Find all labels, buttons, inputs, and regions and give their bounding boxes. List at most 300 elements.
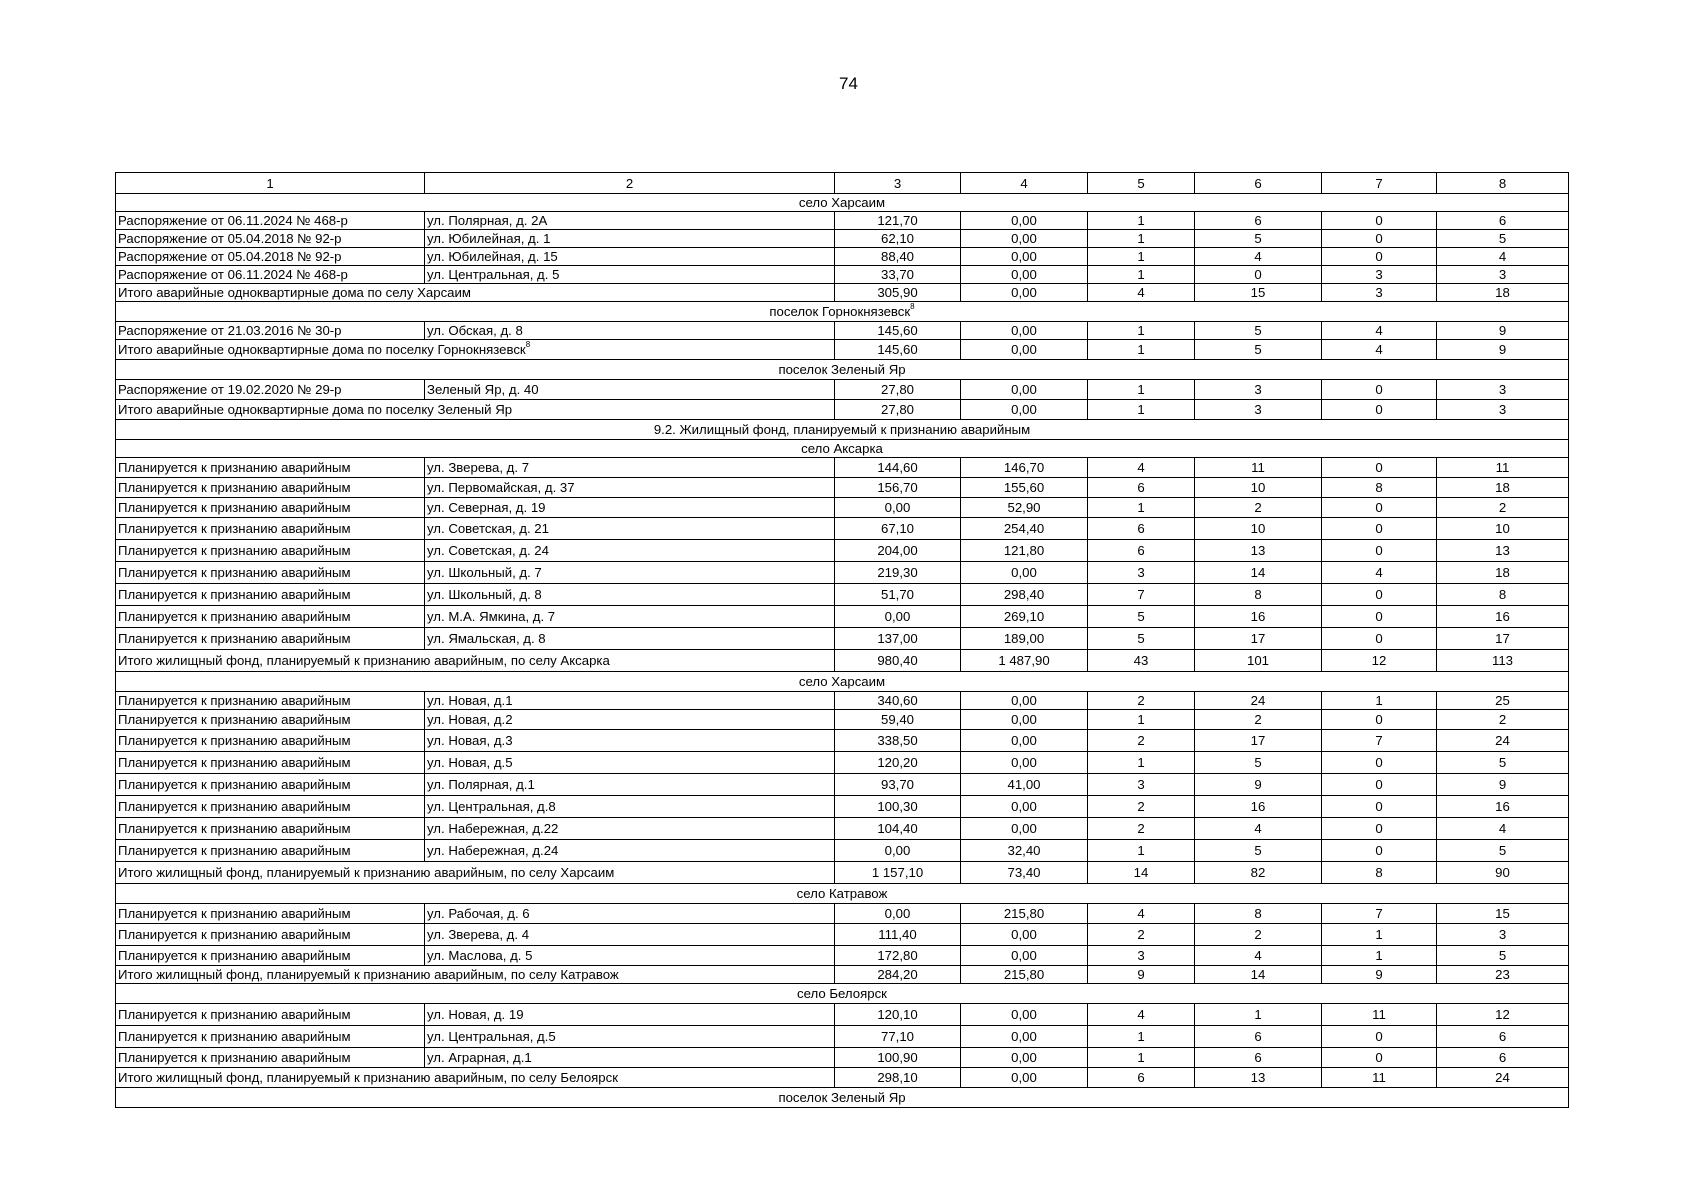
- value-cell: 0,00: [961, 380, 1088, 400]
- value-cell: 15: [1437, 904, 1569, 924]
- total-label-text: Итого жилищный фонд, планируемый к признанию аварийным, по селу Белоярск: [118, 1070, 619, 1085]
- section-title: [116, 420, 1569, 440]
- value-cell: 10: [1195, 478, 1322, 498]
- value-cell: 18: [1437, 562, 1569, 584]
- value-cell: 3: [1437, 380, 1569, 400]
- value-cell: 0,00: [961, 248, 1088, 266]
- address-cell: ул. Ямальская, д. 8: [425, 628, 835, 650]
- value-cell: 5: [1437, 840, 1569, 862]
- table-row: [116, 924, 1569, 946]
- value-cell: 17: [1195, 730, 1322, 752]
- value-cell: 0: [1322, 818, 1437, 840]
- value-cell: 100,90: [835, 1048, 961, 1068]
- value-cell: 88,40: [835, 248, 961, 266]
- total-label-text: Итого аварийные одноквартирные дома по поселку Горнокнязевск: [118, 342, 526, 357]
- value-cell: 3: [1437, 924, 1569, 946]
- value-cell: 6: [1195, 212, 1322, 230]
- table-row: [116, 818, 1569, 840]
- value-cell: 0,00: [961, 230, 1088, 248]
- value-cell: 6: [1088, 1068, 1195, 1088]
- header-cell: 8: [1437, 173, 1569, 194]
- value-cell: 0: [1322, 518, 1437, 540]
- value-cell: 1 157,10: [835, 862, 961, 884]
- value-cell: 43: [1088, 650, 1195, 672]
- housing-table: [115, 172, 1569, 1108]
- value-cell: 120,20: [835, 752, 961, 774]
- value-cell: 0: [1322, 230, 1437, 248]
- value-cell: 0,00: [961, 1004, 1088, 1026]
- value-cell: 0,00: [961, 818, 1088, 840]
- value-cell: 4: [1088, 904, 1195, 924]
- value-cell: 0,00: [961, 284, 1088, 302]
- value-cell: 1: [1088, 248, 1195, 266]
- document-cell: Планируется к признанию аварийным: [116, 562, 425, 584]
- value-cell: 73,40: [961, 862, 1088, 884]
- value-cell: 4: [1322, 562, 1437, 584]
- value-cell: 16: [1437, 606, 1569, 628]
- total-label: [116, 650, 835, 672]
- value-cell: 2: [1088, 692, 1195, 710]
- document-cell: Планируется к признанию аварийным: [116, 904, 425, 924]
- section-row: [116, 672, 1569, 692]
- document-cell: Распоряжение от 06.11.2024 № 468-р: [116, 266, 425, 284]
- value-cell: 6: [1437, 212, 1569, 230]
- value-cell: 0: [1322, 584, 1437, 606]
- address-cell: ул. Новая, д.2: [425, 710, 835, 730]
- total-row: [116, 340, 1569, 360]
- value-cell: 269,10: [961, 606, 1088, 628]
- address-cell: ул. Северная, д. 19: [425, 498, 835, 518]
- document-cell: Планируется к признанию аварийным: [116, 584, 425, 606]
- header-cell: 5: [1088, 173, 1195, 194]
- value-cell: 980,40: [835, 650, 961, 672]
- document-cell: Распоряжение от 05.04.2018 № 92-р: [116, 248, 425, 266]
- value-cell: 1: [1088, 266, 1195, 284]
- value-cell: 8: [1437, 584, 1569, 606]
- value-cell: 215,80: [961, 904, 1088, 924]
- table-row: [116, 904, 1569, 924]
- value-cell: 1: [1088, 230, 1195, 248]
- section-title: [116, 194, 1569, 212]
- total-row: [116, 1068, 1569, 1088]
- section-title-text: село Аксарка: [801, 441, 883, 456]
- section-title: [116, 984, 1569, 1004]
- section-row: [116, 984, 1569, 1004]
- address-cell: ул. Первомайская, д. 37: [425, 478, 835, 498]
- table-row: [116, 322, 1569, 340]
- value-cell: 16: [1437, 796, 1569, 818]
- address-cell: ул. Центральная, д.5: [425, 1026, 835, 1048]
- value-cell: 1: [1088, 212, 1195, 230]
- section-title-text: поселок Зеленый Яр: [778, 362, 906, 377]
- value-cell: 0: [1322, 400, 1437, 420]
- value-cell: 2: [1088, 796, 1195, 818]
- value-cell: 1: [1322, 692, 1437, 710]
- value-cell: 62,10: [835, 230, 961, 248]
- table-row: [116, 774, 1569, 796]
- value-cell: 5: [1088, 628, 1195, 650]
- value-cell: 1: [1088, 710, 1195, 730]
- value-cell: 9: [1437, 322, 1569, 340]
- section-row: [116, 302, 1569, 322]
- address-cell: ул. Обская, д. 8: [425, 322, 835, 340]
- value-cell: 0: [1322, 774, 1437, 796]
- table-row: [116, 1048, 1569, 1068]
- value-cell: 1: [1322, 924, 1437, 946]
- value-cell: 5: [1195, 340, 1322, 360]
- document-cell: Планируется к признанию аварийным: [116, 924, 425, 946]
- value-cell: 0,00: [835, 498, 961, 518]
- table-row: [116, 518, 1569, 540]
- address-cell: ул. Новая, д. 19: [425, 1004, 835, 1026]
- value-cell: 215,80: [961, 966, 1088, 984]
- table-row: [116, 498, 1569, 518]
- section-row: [116, 1088, 1569, 1108]
- address-cell: ул. Центральная, д.8: [425, 796, 835, 818]
- value-cell: 4: [1322, 340, 1437, 360]
- document-cell: Планируется к признанию аварийным: [116, 458, 425, 478]
- value-cell: 0,00: [961, 266, 1088, 284]
- value-cell: 0: [1322, 1048, 1437, 1068]
- value-cell: 0,00: [961, 340, 1088, 360]
- value-cell: 0,00: [961, 924, 1088, 946]
- value-cell: 2: [1437, 710, 1569, 730]
- value-cell: 13: [1437, 540, 1569, 562]
- address-cell: ул. Новая, д.1: [425, 692, 835, 710]
- value-cell: 101: [1195, 650, 1322, 672]
- value-cell: 1: [1322, 946, 1437, 966]
- document-cell: Планируется к признанию аварийным: [116, 1004, 425, 1026]
- document-cell: Распоряжение от 19.02.2020 № 29-р: [116, 380, 425, 400]
- document-cell: Планируется к признанию аварийным: [116, 774, 425, 796]
- value-cell: 93,70: [835, 774, 961, 796]
- value-cell: 144,60: [835, 458, 961, 478]
- value-cell: 6: [1195, 1026, 1322, 1048]
- value-cell: 90: [1437, 862, 1569, 884]
- value-cell: 0,00: [961, 1048, 1088, 1068]
- address-cell: ул. Набережная, д.24: [425, 840, 835, 862]
- value-cell: 32,40: [961, 840, 1088, 862]
- address-cell: ул. Советская, д. 21: [425, 518, 835, 540]
- value-cell: 1: [1088, 1026, 1195, 1048]
- value-cell: 0: [1322, 498, 1437, 518]
- value-cell: 0,00: [961, 1068, 1088, 1088]
- section-row: [116, 360, 1569, 380]
- value-cell: 1: [1088, 400, 1195, 420]
- value-cell: 0: [1322, 840, 1437, 862]
- value-cell: 172,80: [835, 946, 961, 966]
- address-cell: ул. Маслова, д. 5: [425, 946, 835, 966]
- table-row: [116, 752, 1569, 774]
- value-cell: 8: [1322, 478, 1437, 498]
- value-cell: 24: [1437, 1068, 1569, 1088]
- table-row: [116, 606, 1569, 628]
- value-cell: 1 487,90: [961, 650, 1088, 672]
- value-cell: 298,40: [961, 584, 1088, 606]
- value-cell: 2: [1195, 498, 1322, 518]
- header-cell: 7: [1322, 173, 1437, 194]
- section-title: [116, 1088, 1569, 1108]
- value-cell: 1: [1088, 840, 1195, 862]
- total-label: [116, 1068, 835, 1088]
- value-cell: 0,00: [961, 1026, 1088, 1048]
- header-cell: 4: [961, 173, 1088, 194]
- value-cell: 9: [1437, 340, 1569, 360]
- document-cell: Планируется к признанию аварийным: [116, 946, 425, 966]
- value-cell: 11: [1195, 458, 1322, 478]
- value-cell: 1: [1088, 380, 1195, 400]
- table-row: [116, 540, 1569, 562]
- value-cell: 0,00: [961, 710, 1088, 730]
- value-cell: 4: [1322, 322, 1437, 340]
- section-title-text: поселок Горнокнязевск: [769, 304, 911, 319]
- total-row: [116, 862, 1569, 884]
- value-cell: 3: [1088, 774, 1195, 796]
- value-cell: 121,70: [835, 212, 961, 230]
- value-cell: 0,00: [835, 904, 961, 924]
- value-cell: 17: [1437, 628, 1569, 650]
- address-cell: ул. Новая, д.5: [425, 752, 835, 774]
- value-cell: 5: [1437, 752, 1569, 774]
- document-cell: Распоряжение от 21.03.2016 № 30-р: [116, 322, 425, 340]
- total-label: [116, 340, 835, 360]
- total-row: [116, 284, 1569, 302]
- value-cell: 4: [1195, 946, 1322, 966]
- value-cell: 254,40: [961, 518, 1088, 540]
- table-row: [116, 458, 1569, 478]
- value-cell: 3: [1088, 562, 1195, 584]
- value-cell: 0: [1322, 458, 1437, 478]
- value-cell: 14: [1088, 862, 1195, 884]
- value-cell: 2: [1088, 818, 1195, 840]
- document-cell: Планируется к признанию аварийным: [116, 730, 425, 752]
- value-cell: 5: [1088, 606, 1195, 628]
- value-cell: 3: [1437, 266, 1569, 284]
- value-cell: 0,00: [961, 796, 1088, 818]
- value-cell: 41,00: [961, 774, 1088, 796]
- total-label: [116, 284, 835, 302]
- value-cell: 1: [1088, 340, 1195, 360]
- table-row: [116, 840, 1569, 862]
- document-cell: Планируется к признанию аварийным: [116, 840, 425, 862]
- value-cell: 0,00: [835, 840, 961, 862]
- table-row: [116, 584, 1569, 606]
- value-cell: 5: [1437, 230, 1569, 248]
- value-cell: 13: [1195, 540, 1322, 562]
- value-cell: 25: [1437, 692, 1569, 710]
- value-cell: 11: [1322, 1068, 1437, 1088]
- value-cell: 145,60: [835, 322, 961, 340]
- section-title: [116, 302, 1569, 322]
- total-row: [116, 650, 1569, 672]
- total-label-text: Итого жилищный фонд, планируемый к признанию аварийным, по селу Аксарка: [118, 653, 610, 668]
- value-cell: 2: [1088, 730, 1195, 752]
- value-cell: 0: [1195, 266, 1322, 284]
- value-cell: 6: [1437, 1026, 1569, 1048]
- document-cell: Планируется к признанию аварийным: [116, 540, 425, 562]
- address-cell: ул. Набережная, д.22: [425, 818, 835, 840]
- header-cell: 2: [425, 173, 835, 194]
- value-cell: 16: [1195, 606, 1322, 628]
- value-cell: 24: [1195, 692, 1322, 710]
- value-cell: 0: [1322, 628, 1437, 650]
- value-cell: 3: [1437, 400, 1569, 420]
- value-cell: 14: [1195, 966, 1322, 984]
- value-cell: 0,00: [961, 322, 1088, 340]
- value-cell: 82: [1195, 862, 1322, 884]
- value-cell: 0: [1322, 212, 1437, 230]
- value-cell: 24: [1437, 730, 1569, 752]
- value-cell: 4: [1088, 284, 1195, 302]
- value-cell: 1: [1088, 752, 1195, 774]
- value-cell: 7: [1322, 730, 1437, 752]
- table-row: [116, 796, 1569, 818]
- value-cell: 0,00: [835, 606, 961, 628]
- address-cell: ул. Школьный, д. 7: [425, 562, 835, 584]
- address-cell: ул. Аграрная, д.1: [425, 1048, 835, 1068]
- footnote-mark: 8: [525, 340, 531, 349]
- document-cell: Распоряжение от 06.11.2024 № 468-р: [116, 212, 425, 230]
- value-cell: 0: [1322, 752, 1437, 774]
- value-cell: 8: [1195, 904, 1322, 924]
- value-cell: 15: [1195, 284, 1322, 302]
- value-cell: 0: [1322, 540, 1437, 562]
- value-cell: 52,90: [961, 498, 1088, 518]
- document-cell: Планируется к признанию аварийным: [116, 692, 425, 710]
- table-row: [116, 212, 1569, 230]
- value-cell: 12: [1322, 650, 1437, 672]
- section-title-text: село Харсаим: [798, 195, 886, 210]
- table-row: [116, 1026, 1569, 1048]
- value-cell: 13: [1195, 1068, 1322, 1088]
- section-row: [116, 884, 1569, 904]
- section-title: [116, 884, 1569, 904]
- header-cell: 1: [116, 173, 425, 194]
- table-row: [116, 562, 1569, 584]
- value-cell: 77,10: [835, 1026, 961, 1048]
- header-cell: 6: [1195, 173, 1322, 194]
- value-cell: 113: [1437, 650, 1569, 672]
- value-cell: 11: [1437, 458, 1569, 478]
- value-cell: 6: [1088, 518, 1195, 540]
- value-cell: 10: [1437, 518, 1569, 540]
- value-cell: 1: [1088, 498, 1195, 518]
- value-cell: 8: [1195, 584, 1322, 606]
- value-cell: 6: [1437, 1048, 1569, 1068]
- value-cell: 155,60: [961, 478, 1088, 498]
- value-cell: 9: [1195, 774, 1322, 796]
- table-row: [116, 710, 1569, 730]
- document-cell: Планируется к признанию аварийным: [116, 498, 425, 518]
- value-cell: 145,60: [835, 340, 961, 360]
- value-cell: 11: [1322, 1004, 1437, 1026]
- document-cell: Планируется к признанию аварийным: [116, 1026, 425, 1048]
- value-cell: 0,00: [961, 946, 1088, 966]
- value-cell: 2: [1437, 498, 1569, 518]
- value-cell: 18: [1437, 284, 1569, 302]
- value-cell: 305,90: [835, 284, 961, 302]
- value-cell: 9: [1322, 966, 1437, 984]
- value-cell: 0,00: [961, 400, 1088, 420]
- table-row: [116, 628, 1569, 650]
- document-cell: Распоряжение от 05.04.2018 № 92-р: [116, 230, 425, 248]
- value-cell: 4: [1088, 1004, 1195, 1026]
- value-cell: 27,80: [835, 380, 961, 400]
- value-cell: 0: [1322, 710, 1437, 730]
- table-row: [116, 478, 1569, 498]
- header-cell: 3: [835, 173, 961, 194]
- value-cell: 23: [1437, 966, 1569, 984]
- value-cell: 4: [1437, 818, 1569, 840]
- value-cell: 0: [1322, 796, 1437, 818]
- header-row: [116, 173, 1569, 194]
- total-row: [116, 400, 1569, 420]
- value-cell: 1: [1088, 322, 1195, 340]
- value-cell: 9: [1437, 774, 1569, 796]
- value-cell: 9: [1088, 966, 1195, 984]
- value-cell: 6: [1088, 478, 1195, 498]
- value-cell: 0,00: [961, 562, 1088, 584]
- value-cell: 67,10: [835, 518, 961, 540]
- value-cell: 0,00: [961, 212, 1088, 230]
- value-cell: 4: [1195, 248, 1322, 266]
- value-cell: 120,10: [835, 1004, 961, 1026]
- value-cell: 340,60: [835, 692, 961, 710]
- value-cell: 189,00: [961, 628, 1088, 650]
- value-cell: 5: [1437, 946, 1569, 966]
- total-label-text: Итого аварийные одноквартирные дома по селу Харсаим: [118, 285, 471, 300]
- value-cell: 111,40: [835, 924, 961, 946]
- value-cell: 0: [1322, 1026, 1437, 1048]
- value-cell: 27,80: [835, 400, 961, 420]
- document-cell: Планируется к признанию аварийным: [116, 818, 425, 840]
- section-title-text: село Катравож: [796, 886, 888, 901]
- value-cell: 3: [1088, 946, 1195, 966]
- document-cell: Планируется к признанию аварийным: [116, 606, 425, 628]
- value-cell: 4: [1437, 248, 1569, 266]
- value-cell: 338,50: [835, 730, 961, 752]
- value-cell: 0: [1322, 248, 1437, 266]
- address-cell: ул. М.А. Ямкина, д. 7: [425, 606, 835, 628]
- value-cell: 5: [1195, 322, 1322, 340]
- value-cell: 1: [1195, 1004, 1322, 1026]
- document-cell: Планируется к признанию аварийным: [116, 752, 425, 774]
- document-cell: Планируется к признанию аварийным: [116, 478, 425, 498]
- document-cell: Планируется к признанию аварийным: [116, 518, 425, 540]
- section-row: [116, 440, 1569, 458]
- section-title-text: 9.2. Жилищный фонд, планируемый к признанию аварийным: [653, 422, 1031, 437]
- value-cell: 0: [1322, 380, 1437, 400]
- total-label: [116, 966, 835, 984]
- total-label-text: Итого жилищный фонд, планируемый к признанию аварийным, по селу Катравож: [118, 967, 619, 982]
- page-number: 74: [839, 74, 858, 93]
- address-cell: ул. Школьный, д. 8: [425, 584, 835, 606]
- section-row: [116, 420, 1569, 440]
- value-cell: 100,30: [835, 796, 961, 818]
- section-title: [116, 440, 1569, 458]
- value-cell: 0,00: [961, 752, 1088, 774]
- total-label-text: Итого жилищный фонд, планируемый к признанию аварийным, по селу Харсаим: [118, 865, 615, 880]
- value-cell: 59,40: [835, 710, 961, 730]
- value-cell: 156,70: [835, 478, 961, 498]
- value-cell: 33,70: [835, 266, 961, 284]
- value-cell: 204,00: [835, 540, 961, 562]
- value-cell: 7: [1088, 584, 1195, 606]
- value-cell: 146,70: [961, 458, 1088, 478]
- value-cell: 3: [1195, 400, 1322, 420]
- address-cell: ул. Полярная, д.1: [425, 774, 835, 796]
- value-cell: 298,10: [835, 1068, 961, 1088]
